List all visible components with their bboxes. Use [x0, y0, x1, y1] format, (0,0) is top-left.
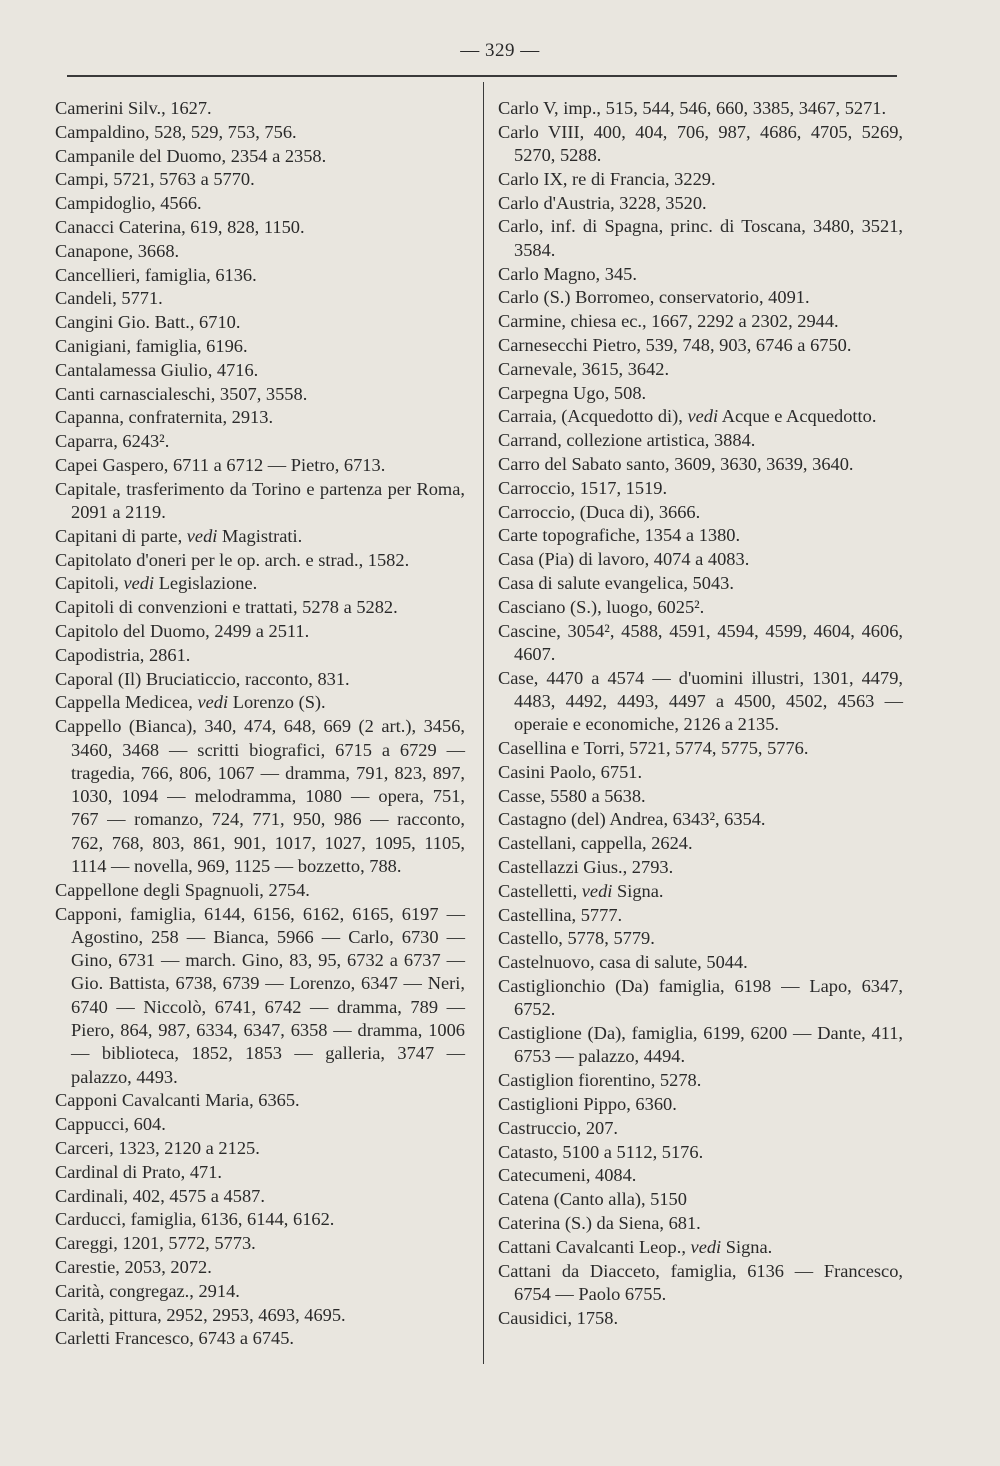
index-entry: Cardinali, 402, 4575 a 4587.	[55, 1185, 265, 1206]
see-reference: vedi	[581, 880, 613, 901]
index-entry: Carlo d'Austria, 3228, 3520.	[498, 192, 707, 213]
index-entry: Campanile del Duomo, 2354 a 2358.	[55, 145, 327, 166]
header-rule	[67, 75, 897, 77]
index-entry: Cappellone degli Spagnuoli, 2754.	[55, 879, 310, 900]
see-reference: vedi	[197, 692, 229, 713]
page-number: — 329 —	[460, 40, 540, 61]
see-reference: vedi	[690, 1236, 722, 1257]
index-entry: Castelletti, vedi Signa.	[498, 880, 664, 901]
index-entry: Cappucci, 604.	[55, 1114, 166, 1135]
left-index-column	[55, 97, 465, 1351]
column-divider	[483, 82, 484, 1364]
index-entry: Carmine, chiesa ec., 1667, 2292 a 2302, 2944.	[498, 311, 839, 332]
index-entry: Carlo VIII, 400, 404, 706, 987, 4686, 4705, 5269, 5270, 5288.	[498, 121, 903, 166]
index-entry: Carnesecchi Pietro, 539, 748, 903, 6746 a 6750.	[498, 334, 852, 355]
index-entry: Canti carnascialeschi, 3507, 3558.	[55, 383, 308, 404]
index-entry: Casciano (S.), luogo, 6025².	[498, 596, 705, 617]
index-entry: Castiglionchio (Da) famiglia, 6198 — Lapo, 6347, 6752.	[498, 975, 903, 1020]
index-entry: Caparra, 6243².	[55, 431, 170, 452]
index-entry: Carità, pittura, 2952, 2953, 4693, 4695.	[55, 1304, 346, 1325]
index-entry: Carlo Magno, 345.	[498, 263, 637, 284]
index-entry: Cattani da Diacceto, famiglia, 6136 — Francesco, 6754 — Paolo 6755.	[498, 1260, 903, 1304]
index-entry: Cattani Cavalcanti Leop., vedi Signa.	[498, 1236, 773, 1257]
index-entry: Cangini Gio. Batt., 6710.	[55, 312, 241, 333]
index-entry: Castellani, cappella, 2624.	[498, 833, 693, 854]
index-entry: Carrand, collezione artistica, 3884.	[498, 430, 756, 451]
see-reference: vedi	[687, 406, 719, 427]
index-entry: Castellina, 5777.	[498, 904, 623, 925]
index-entry: Castello, 5778, 5779.	[498, 928, 655, 949]
index-entry: Castellazzi Gius., 2793.	[498, 857, 674, 877]
see-reference: vedi	[123, 573, 155, 594]
index-entry: Castelnuovo, casa di salute, 5044.	[498, 952, 748, 973]
index-entry: Capanna, confraternita, 2913.	[55, 407, 274, 428]
index-entry: Carro del Sabato santo, 3609, 3630, 3639, 3640.	[498, 453, 854, 474]
index-entry: Catasto, 5100 a 5112, 5176.	[498, 1141, 704, 1162]
index-entry: Capponi, famiglia, 6144, 6156, 6162, 6165, 6197 — Agostino, 258 — Bianca, 5966 — Carlo, 6730 — Gino, 6731 — march. Gino, 83, 95, 6732 a 6737 — Gio. Battista, 6738, 6739 — Lorenzo, 6347 — Neri, 6740 — Niccolò, 6741, 6742 — dramma, 789 — Piero, 864, 987, 6334, 6347, 6358 — dramma, 1006 — biblioteca, 1852, 1853 — galleria, 3747 — palazzo, 4493.	[55, 903, 465, 1087]
index-entry: Cancellieri, famiglia, 6136.	[55, 264, 257, 285]
index-entry: Campidoglio, 4566.	[55, 193, 202, 214]
index-entry: Carlo V, imp., 515, 544, 546, 660, 3385, 3467, 5271.	[498, 98, 887, 118]
index-entry: Carroccio, (Duca di), 3666.	[498, 501, 701, 522]
index-entry: Carità, congregaz., 2914.	[55, 1280, 240, 1301]
index-entry: Cardinal di Prato, 471.	[55, 1161, 223, 1182]
index-entry: Carraia, (Acquedotto di), vedi Acque e Acquedotto.	[498, 406, 877, 427]
index-entry: Casa (Pia) di lavoro, 4074 a 4083.	[498, 549, 750, 570]
index-entry: Catena (Canto alla), 5150	[498, 1189, 687, 1210]
index-entry: Cascine, 3054², 4588, 4591, 4594, 4599, 4604, 4606, 4607.	[498, 620, 903, 664]
index-entry: Capitale, trasferimento da Torino e partenza per Roma, 2091 a 2119.	[55, 478, 465, 523]
index-entry: Caterina (S.) da Siena, 681.	[498, 1212, 701, 1233]
see-reference: vedi	[186, 525, 218, 546]
index-entry: Caporal (Il) Bruciaticcio, racconto, 831.	[55, 668, 350, 689]
index-entry: Castruccio, 207.	[498, 1117, 619, 1138]
index-entry: Carestie, 2053, 2072.	[55, 1257, 212, 1278]
index-entry: Castiglioni Pippo, 6360.	[498, 1093, 677, 1114]
index-entry: Capei Gaspero, 6711 a 6712 — Pietro, 6713.	[55, 454, 386, 475]
index-entry: Capponi Cavalcanti Maria, 6365.	[55, 1090, 300, 1111]
index-entry: Case, 4470 a 4574 — d'uomini illustri, 1301, 4479, 4483, 4492, 4493, 4497 a 4500, 4502, 4563 — operaie e economiche, 2126 a 2135.	[498, 667, 903, 735]
index-entry: Careggi, 1201, 5772, 5773.	[55, 1233, 256, 1254]
index-entry: Carlo, inf. di Spagna, princ. di Toscana, 3480, 3521, 3584.	[498, 216, 903, 260]
index-entry: Cappella Medicea, vedi Lorenzo (S).	[55, 692, 326, 713]
index-entry: Candeli, 5771.	[55, 288, 163, 309]
index-entry: Carroccio, 1517, 1519.	[498, 477, 668, 498]
index-entry: Capitolo del Duomo, 2499 a 2511.	[55, 621, 310, 642]
index-entry: Carlo (S.) Borromeo, conservatorio, 4091.	[498, 287, 810, 308]
index-entry: Capitoli di convenzioni e trattati, 5278 a 5282.	[55, 597, 398, 618]
index-entry: Carpegna Ugo, 508.	[498, 382, 647, 403]
index-entry: Carte topografiche, 1354 a 1380.	[498, 525, 741, 546]
index-entry: Camerini Silv., 1627.	[55, 98, 212, 118]
index-entry: Castiglion fiorentino, 5278.	[498, 1070, 702, 1091]
index-entry: Cappello (Bianca), 340, 474, 648, 669 (2 art.), 3456, 3460, 3468 — scritti biografici, 6715 a 6729 — tragedia, 766, 806, 1067 — dramma, 791, 823, 897, 1030, 1094 — melodramma, 1080 — opera, 751, 767 — romanzo, 724, 771, 950, 986 — racconto, 762, 768, 803, 861, 901, 1017, 1027, 1095, 1105, 1114 — novella, 969, 1125 — bozzetto, 788.	[55, 716, 465, 876]
index-entry: Casini Paolo, 6751.	[498, 761, 643, 782]
index-entry: Carletti Francesco, 6743 a 6745.	[55, 1328, 295, 1349]
index-entry: Canigiani, famiglia, 6196.	[55, 335, 248, 356]
index-entry: Canapone, 3668.	[55, 240, 180, 261]
index-entry: Casa di salute evangelica, 5043.	[498, 572, 734, 593]
index-entry: Cantalamessa Giulio, 4716.	[55, 359, 259, 380]
index-entry: Castiglione (Da), famiglia, 6199, 6200 — Dante, 411, 6753 — palazzo, 4494.	[498, 1023, 903, 1067]
right-index-column	[498, 97, 903, 1330]
index-entry: Catecumeni, 4084.	[498, 1165, 637, 1186]
index-entry: Carceri, 1323, 2120 a 2125.	[55, 1138, 260, 1159]
index-entry: Capitolato d'oneri per le op. arch. e strad., 1582.	[55, 549, 410, 570]
index-entry: Campaldino, 528, 529, 753, 756.	[55, 121, 297, 142]
index-entry: Causidici, 1758.	[498, 1307, 619, 1328]
index-entry: Carnevale, 3615, 3642.	[498, 358, 670, 379]
index-entry: Casellina e Torri, 5721, 5774, 5775, 5776.	[498, 738, 809, 759]
index-entry: Carlo IX, re di Francia, 3229.	[498, 168, 716, 189]
index-entry: Campi, 5721, 5763 a 5770.	[55, 169, 255, 190]
index-entry: Casse, 5580 a 5638.	[498, 785, 646, 806]
index-entry: Carducci, famiglia, 6136, 6144, 6162.	[55, 1209, 335, 1230]
index-entry: Capitani di parte, vedi Magistrati.	[55, 525, 303, 546]
index-entry: Capitoli, vedi Legislazione.	[55, 573, 258, 594]
index-entry: Capodistria, 2861.	[55, 644, 191, 665]
index-entry: Canacci Caterina, 619, 828, 1150.	[55, 216, 305, 237]
index-entry: Castagno (del) Andrea, 6343², 6354.	[498, 809, 766, 830]
